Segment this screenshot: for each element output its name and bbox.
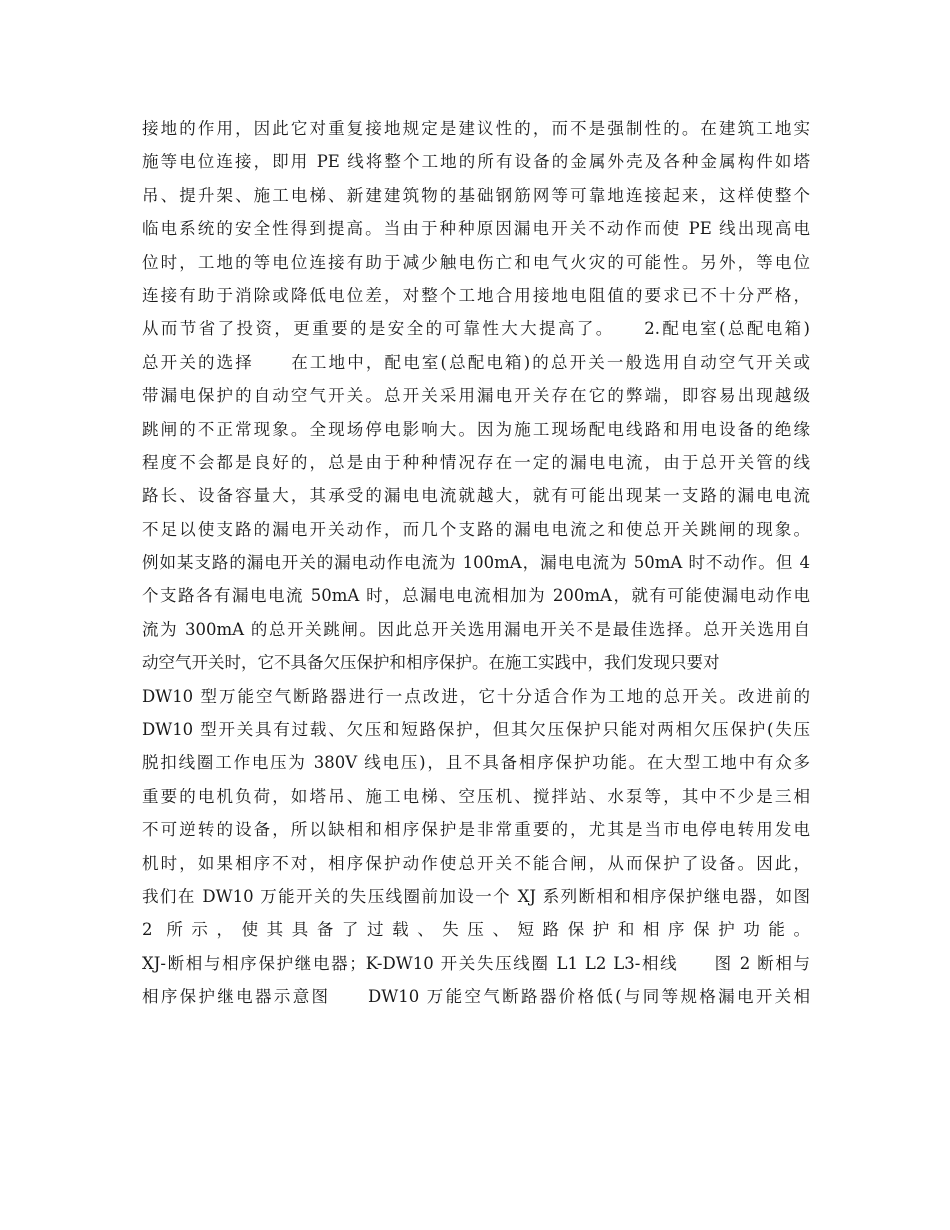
text-line: 跳闸的不正常现象。全现场停电影响大。因为施工现场配电线路和用电设备的绝缘 xyxy=(142,419,810,439)
text-line: 程度不会都是良好的，总是由于种种情况存在一定的漏电电流，由于总开关管的线 xyxy=(142,452,810,472)
text-line: XJ-断相与相序保护继电器；K-DW10 开关失压线圈 L1 L2 L3-相线 图 2 断相与 xyxy=(142,953,810,973)
text-line: 从而节省了投资，更重要的是安全的可靠性大大提高了。 2.配电室(总配电箱) xyxy=(142,319,810,339)
text-line: 路长、设备容量大，其承受的漏电电流就越大，就有可能出现某一支路的漏电电流 xyxy=(142,486,810,506)
text-line: 总开关的选择 在工地中，配电室(总配电箱)的总开关一般选用自动空气开关或 xyxy=(142,352,810,372)
text-line: 个支路各有漏电电流 50mA 时，总漏电电流相加为 200mA，就有可能使漏电动作电 xyxy=(142,586,810,606)
text-line: 施等电位连接，即用 PE 线将整个工地的所有设备的金属外壳及各种金属构件如塔 xyxy=(142,152,810,172)
text-line: 临电系统的安全性得到提高。当由于种种原因漏电开关不动作而使 PE 线出现高电 xyxy=(142,219,810,239)
text-line: 吊、提升架、施工电梯、新建建筑物的基础钢筋网等可靠地连接起来，这样使整个 xyxy=(142,185,810,205)
text-line: 相序保护继电器示意图 DW10 万能空气断路器价格低(与同等规格漏电开关相 xyxy=(142,987,810,1007)
text-line: 2 所示，使其具备了过载、失压、短路保护和相序保护功能。 xyxy=(142,920,810,940)
text-line: 机时，如果相序不对，相序保护动作使总开关不能合闸，从而保护了设备。因此， xyxy=(142,853,810,873)
text-line: 位时，工地的等电位连接有助于减少触电伤亡和电气火灾的可能性。另外，等电位 xyxy=(142,252,810,272)
text-line: 例如某支路的漏电开关的漏电动作电流为 100mA，漏电电流为 50mA 时不动作。但 4 xyxy=(142,553,810,573)
text-line: DW10 型开关具有过载、欠压和短路保护，但其欠压保护只能对两相欠压保护(失压 xyxy=(142,720,810,740)
text-line: 不可逆转的设备，所以缺相和相序保护是非常重要的，尤其是当市电停电转用发电 xyxy=(142,820,810,840)
text-line: 不足以使支路的漏电开关动作，而几个支路的漏电电流之和使总开关跳闸的现象。 xyxy=(142,519,810,539)
text-line: 连接有助于消除或降低电位差，对整个工地合用接地电阻值的要求已不十分严格， xyxy=(142,285,810,305)
text-line: 带漏电保护的自动空气开关。总开关采用漏电开关存在它的弊端，即容易出现越级 xyxy=(142,386,810,406)
text-line: DW10 型万能空气断路器进行一点改进，它十分适合作为工地的总开关。改进前的 xyxy=(142,686,810,706)
body-text xyxy=(142,112,810,1014)
text-line: 我们在 DW10 万能开关的失压线圈前加设一个 XJ 系列断相和相序保护继电器，如图 xyxy=(142,886,810,906)
text-line: 流为 300mA 的总开关跳闸。因此总开关选用漏电开关不是最佳选择。总开关选用自 xyxy=(142,619,810,639)
text-line: 动空气开关时，它不具备欠压保护和相序保护。在施工实践中，我们发现只要对 xyxy=(142,653,720,673)
text-line: 脱扣线圈工作电压为 380V 线电压)，且不具备相序保护功能。在大型工地中有众多 xyxy=(142,753,810,773)
text-line: 接地的作用，因此它对重复接地规定是建议性的，而不是强制性的。在建筑工地实 xyxy=(142,119,810,138)
text-line: 重要的电机负荷，如塔吊、施工电梯、空压机、搅拌站、水泵等，其中不少是三相 xyxy=(142,786,810,806)
